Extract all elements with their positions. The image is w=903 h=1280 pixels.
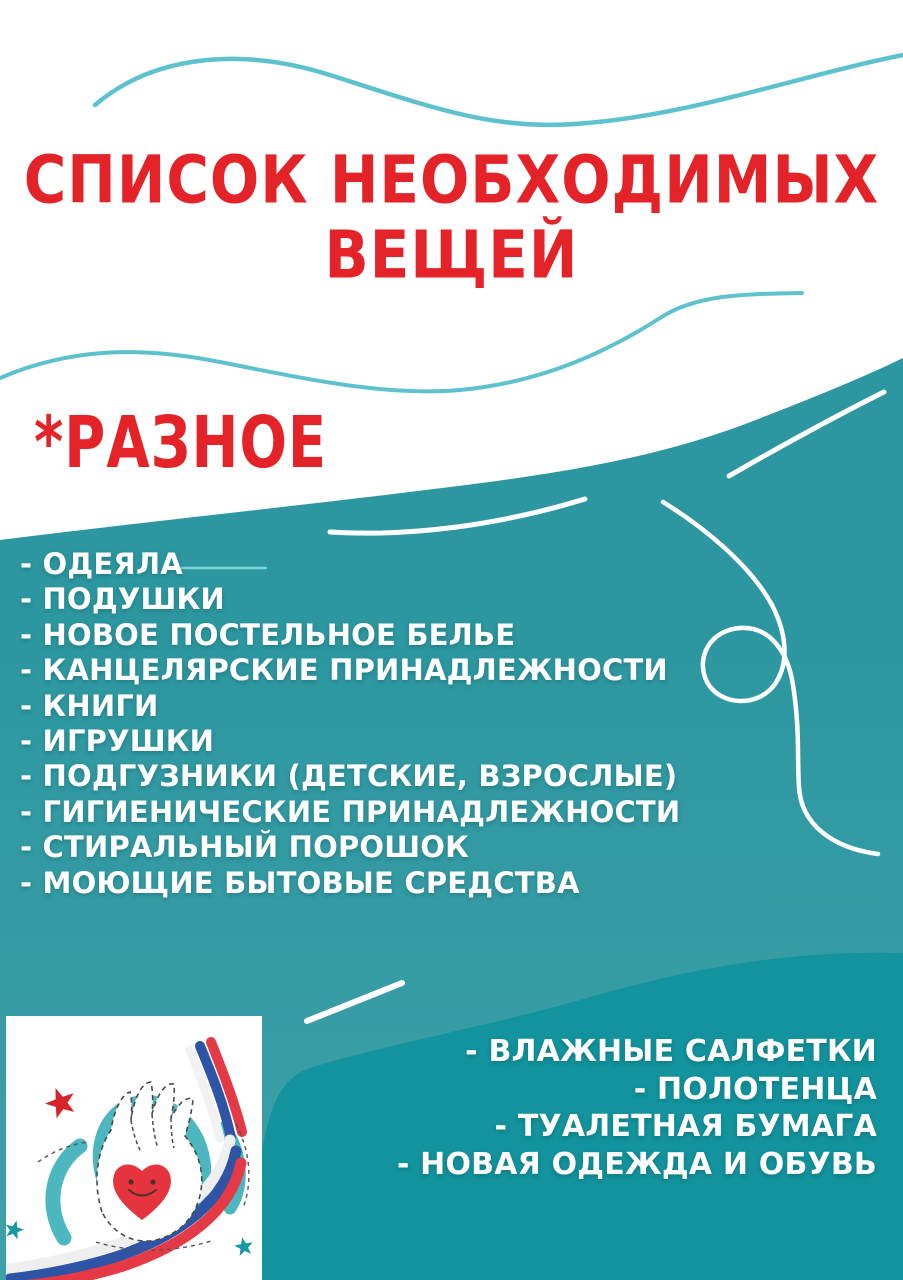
list-item: - МОЮЩИЕ БЫТОВЫЕ СРЕДСТВА [20,865,580,900]
list-item: - КНИГИ [20,688,159,723]
poster-title-line2: ВЕЩЕЙ [324,216,579,294]
list-item: - ИГРУШКИ [20,724,215,759]
mid-wave-line [0,293,802,391]
list-item: - ПОДУШКИ [20,582,225,617]
poster-title-line1: СПИСОК НЕОБХОДИМЫХ [23,140,880,219]
list-item: - СТИРАЛЬНЫЙ ПОРОШОК [20,830,470,865]
poster-title [0,142,903,292]
items-list-left [20,547,680,901]
list-item: - ВЛАЖНЫЕ САЛФЕТКИ [465,1034,877,1069]
top-wave-line [95,55,903,125]
list-item: - ПОДГУЗНИКИ (ДЕТСКИЕ, ВЗРОСЛЫЕ) [20,759,678,794]
items-list-right [397,1033,877,1183]
list-item: - НОВАЯ ОДЕЖДА И ОБУВЬ [396,1146,877,1182]
list-item: - КАНЦЕЛЯРСКИЕ ПРИНАДЛЕЖНОСТИ [20,653,668,688]
list-item: - ТУАЛЕТНАЯ БУМАГА [494,1109,877,1145]
list-item: - ПОЛОТЕНЦА [633,1071,877,1107]
list-item: - ОДЕЯЛА [20,547,183,581]
volunteer-logo-card [3,1016,262,1280]
list-item: - ГИГИЕНИЧЕСКИЕ ПРИНАДЛЕЖНОСТИ [20,794,681,829]
section-label: *РАЗНОЕ [34,401,328,485]
list-item: - НОВОЕ ПОСТЕЛЬНОЕ БЕЛЬЕ [20,617,516,652]
